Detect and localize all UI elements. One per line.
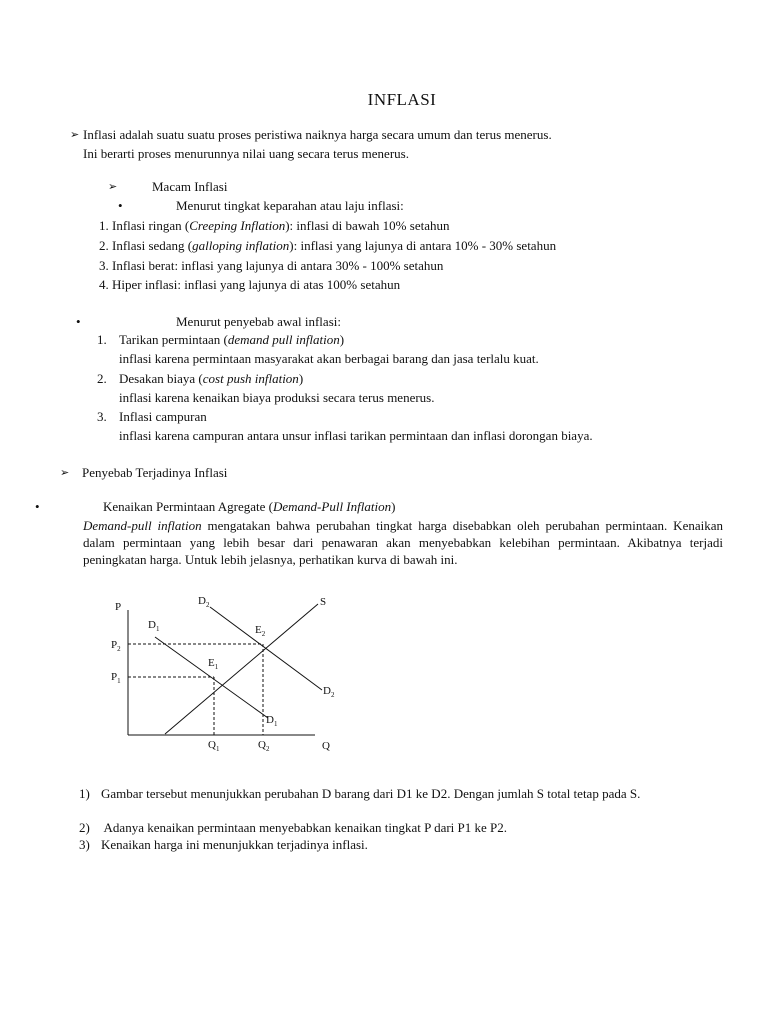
penyebab-heading: Penyebab Terjadinya Inflasi (82, 465, 228, 480)
macam-item: 3. Inflasi berat: inflasi yang lajunya di antara 30% - 100% setahun (99, 258, 444, 273)
arrow-bullet-icon: ➢ (60, 467, 70, 479)
macam-item: 1. Inflasi ringan (Creeping Inflation): inflasi di bawah 10% setahun (99, 218, 450, 233)
macam-heading: Macam Inflasi (152, 179, 228, 194)
dot-bullet-icon: • (76, 314, 81, 329)
macam-item: 2. Inflasi sedang (galloping inflation): inflasi yang lajunya di antara 10% - 30% setahun (99, 238, 557, 253)
macam-item: 4. Hiper inflasi: inflasi yang lajunya di atas 100% setahun (99, 277, 401, 292)
penyebab-awal-desc: inflasi karena kenaikan biaya produksi secara terus menerus. (119, 390, 435, 405)
tick-label-p2: $P_2$ (111, 639, 121, 653)
macam-sub-heading: Menurut tingkat keparahan atau laju inflasi: (176, 198, 404, 213)
supply-curve-s (165, 604, 318, 734)
penyebab-awal-item: Inflasi campuran (119, 409, 207, 424)
penyebab-awal-heading: Menurut penyebab awal inflasi: (176, 314, 341, 329)
penyebab-awal-item: Desakan biaya (cost push inflation) (119, 371, 304, 386)
curve-label-d2-top: $D_2$ (198, 595, 210, 609)
tick-label-q1: $Q_1$ (208, 739, 220, 753)
dot-bullet-icon: • (118, 198, 123, 213)
demand-curve-d2 (210, 607, 322, 690)
penyebab-awal-item: Tarikan permintaan (demand pull inflation) (119, 332, 345, 347)
penyebab-awal-desc: inflasi karena permintaan masyarakat akan berbagai barang dan jasa terlalu kuat. (119, 351, 539, 366)
penyebab-awal-num: 3. (97, 409, 107, 424)
intro-line-2: Ini berarti proses menurunnya nilai uang secara terus menerus. (83, 146, 409, 161)
penyebab-sub-heading: Kenaikan Permintaan Agregate (Demand-Pull Inflation) (103, 499, 396, 514)
tick-label-q2: $Q_2$ (258, 739, 270, 753)
curve-label-s: S (320, 596, 327, 608)
penyebab-awal-desc: inflasi karena campuran antara unsur inflasi tarikan permintaan dan inflasi dorongan biaya. (119, 428, 593, 443)
note-num: 2) (79, 820, 90, 835)
axis-label-q: Q (322, 740, 330, 752)
curve-label-d1-top: $D_1$ (148, 619, 160, 633)
point-label-e2: $E_2$ (255, 624, 266, 638)
penyebab-awal-num: 2. (97, 371, 107, 386)
intro-line-1: Inflasi adalah suatu suatu proses peristiwa naiknya harga secara umum dan terus menerus. (83, 127, 552, 142)
page-title: INFLASI (367, 90, 437, 109)
demand-curve-d1 (155, 637, 268, 718)
note-text: Adanya kenaikan permintaan menyebabkan kenaikan tingkat P dari P1 ke P2. (101, 820, 508, 835)
axis-label-p: P (115, 601, 122, 613)
curve-label-d1-bottom: $D_1$ (266, 714, 278, 728)
arrow-bullet-icon: ➢ (70, 129, 80, 141)
note-text: Gambar tersebut menunjukkan perubahan D barang dari D1 ke D2. Dengan jumlah S total tetap pada S. (101, 786, 641, 801)
penyebab-awal-num: 1. (97, 332, 107, 347)
dot-bullet-icon: • (35, 499, 40, 514)
curve-label-d2-bottom: $D_2$ (323, 685, 335, 699)
penyebab-paragraph: Demand-pull inflation mengatakan bahwa perubahan tingkat harga disebabkan oleh perubahan permintaan. Kenaikan dalam permintaan yang lebih besar dari penawaran akan menyebabkan kelebihan permintaan. Akibatnya terjadi peningkatan harga. Untuk lebih jelasnya, perhatikan kurva di bawah ini. (83, 518, 723, 567)
tick-label-p1: $P_1$ (111, 671, 121, 685)
point-label-e1: $E_1$ (208, 657, 219, 671)
note-num: 1) (79, 786, 90, 801)
note-num: 3) (79, 837, 90, 852)
arrow-bullet-icon: ➢ (108, 181, 118, 193)
note-text: Kenaikan harga ini menunjukkan terjadinya inflasi. (101, 837, 368, 852)
